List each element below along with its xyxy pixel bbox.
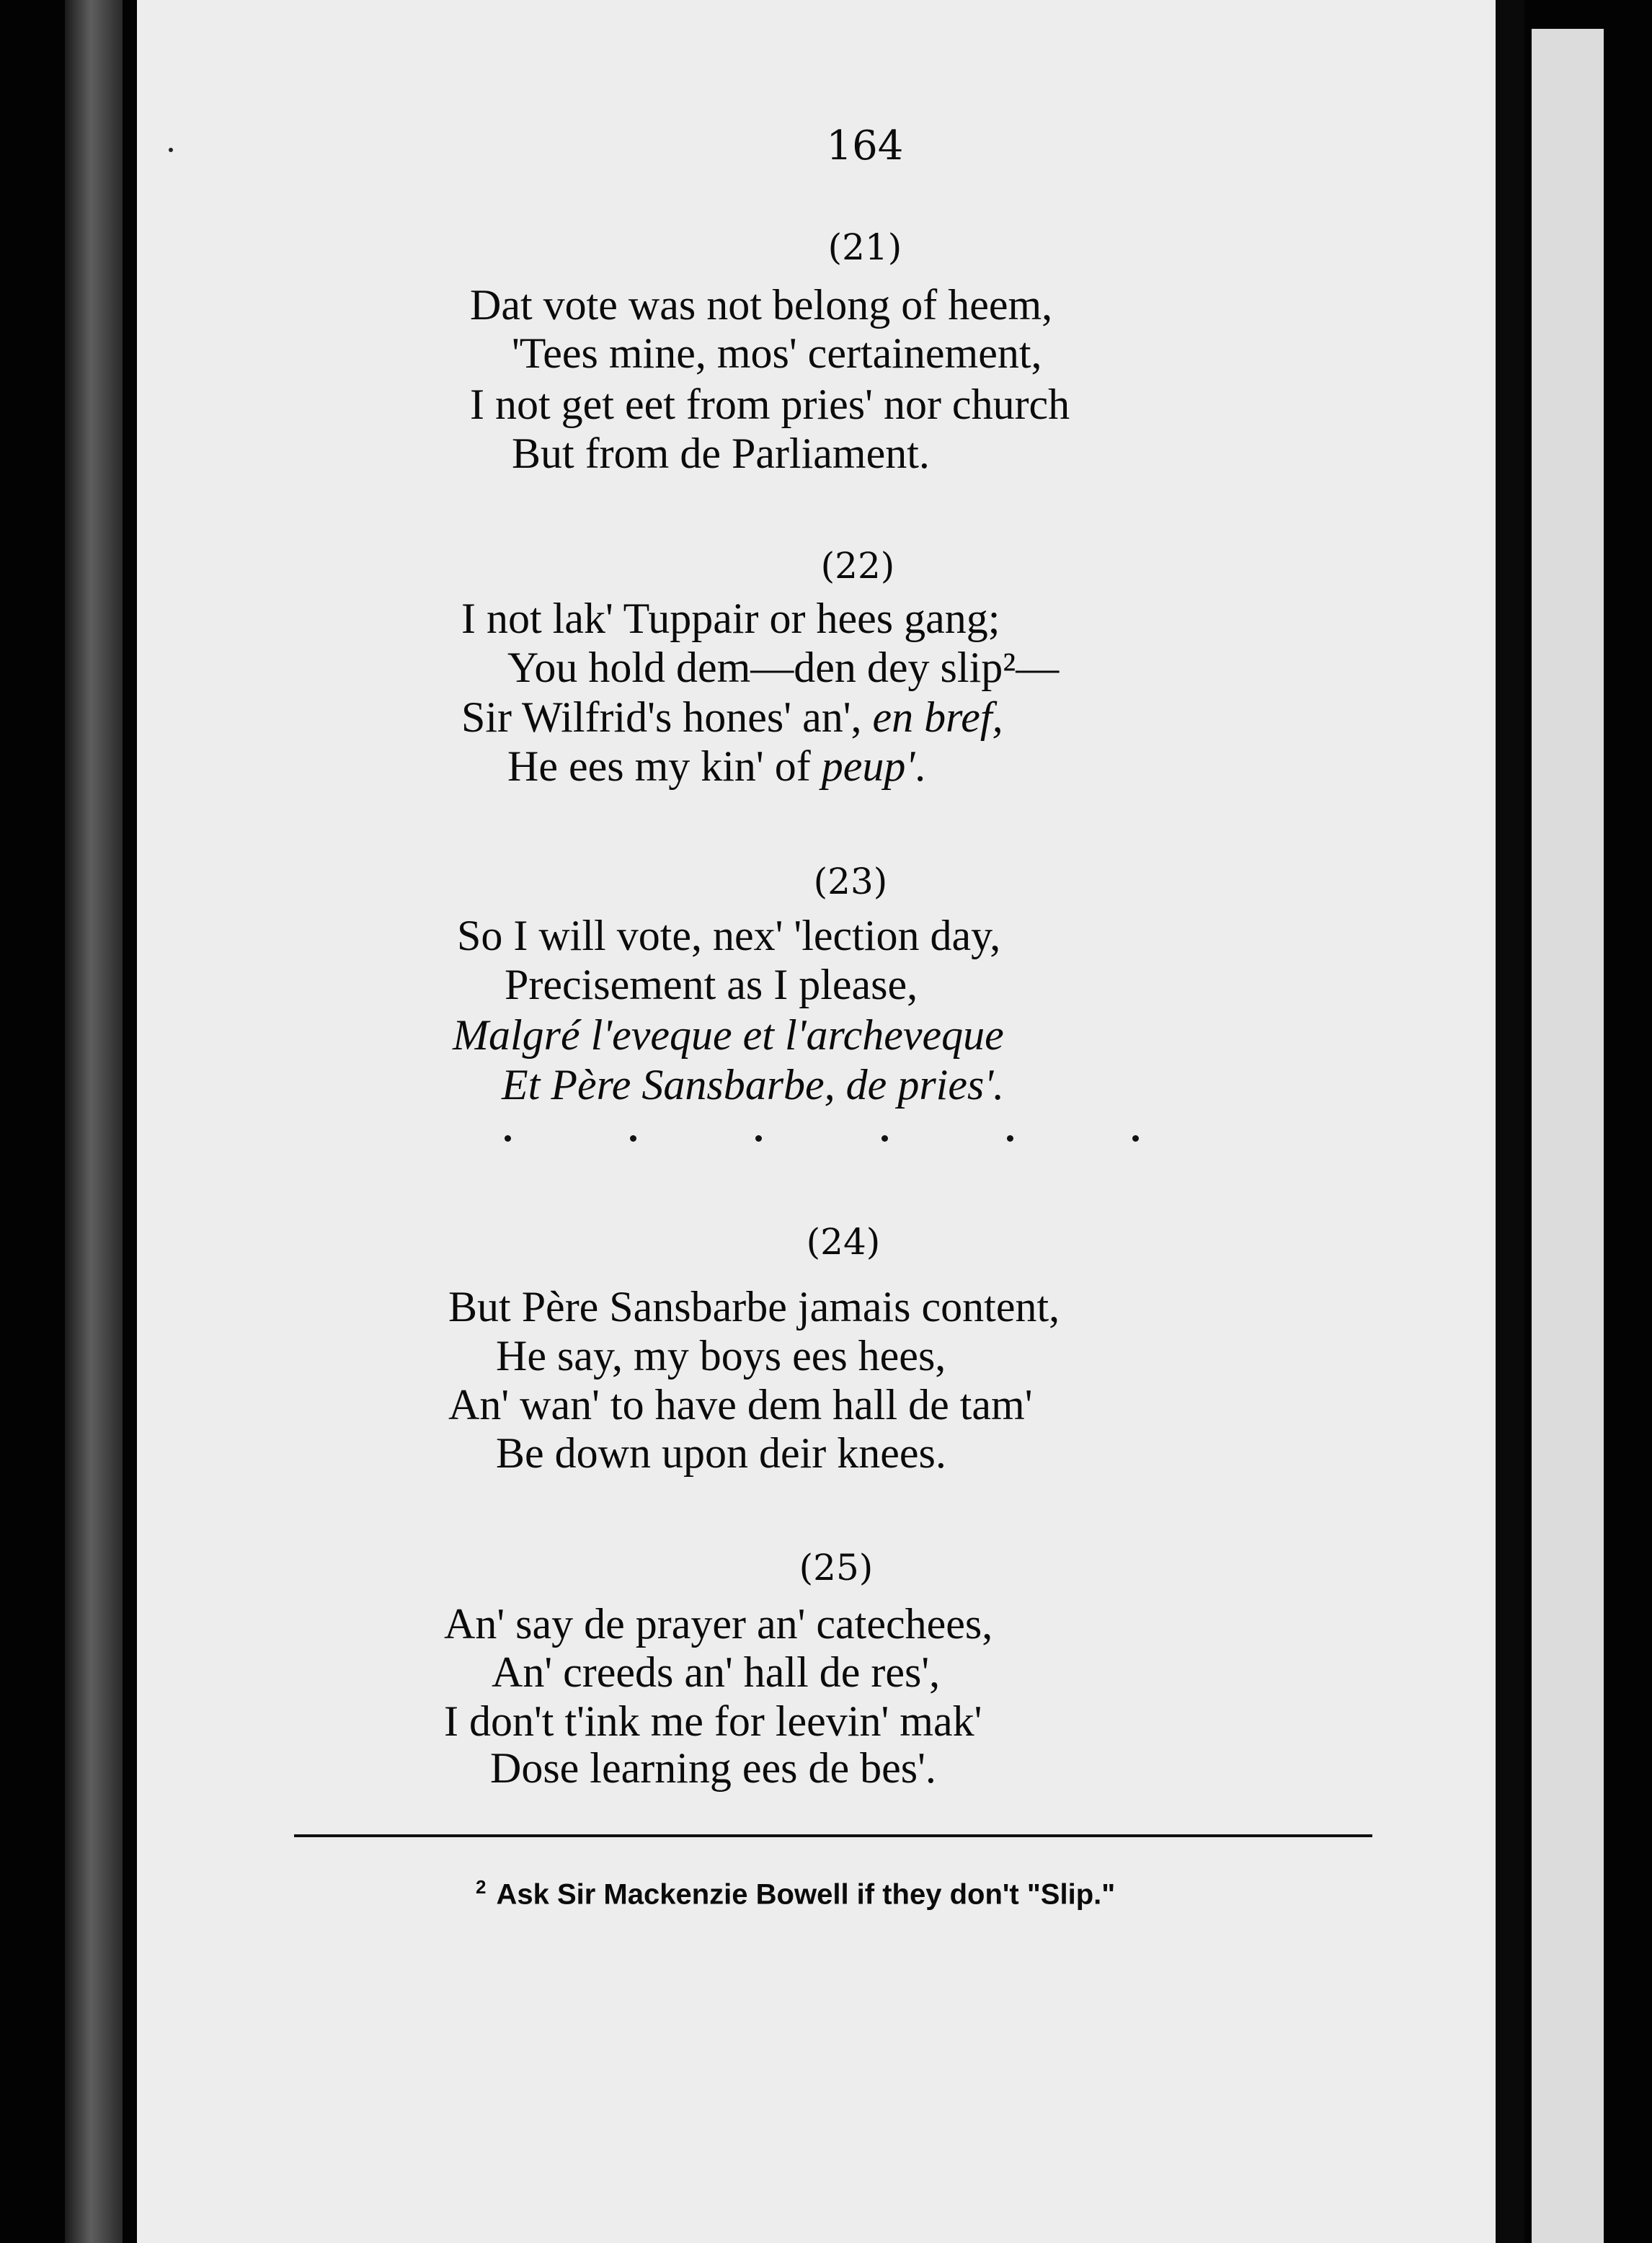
verse-line: An' creeds an' hall de res', <box>492 1648 941 1696</box>
verse-line: I don't t'ink me for leevin' mak' <box>444 1697 982 1745</box>
verse-line: Malgré l'eveque et l'archeveque <box>453 1011 1004 1059</box>
ellipsis-dots <box>505 1135 1139 1142</box>
scan-speck <box>169 148 173 152</box>
italic-phrase: en bref, <box>872 693 1003 741</box>
verse-line: An' say de prayer an' catechees, <box>444 1600 993 1648</box>
page-number: 164 <box>826 123 904 169</box>
verse-line: He say, my boys ees hees, <box>496 1332 946 1380</box>
verse-line: An' wan' to have dem hall de tam' <box>448 1381 1033 1429</box>
verse-line: I not lak' Tuppair or hees gang; <box>461 595 1000 642</box>
verse-line <box>507 742 925 791</box>
verse-line <box>461 693 1003 742</box>
footnote-rule <box>294 1834 1372 1837</box>
verse-line: I not get eet from pries' nor church <box>470 381 1070 428</box>
book-spine-edge <box>65 0 123 2243</box>
verse-line: You hold dem—den dey slip²— <box>507 644 1060 691</box>
verse-text: Sir Wilfrid's hones' an', <box>461 693 873 741</box>
footnote-marker: 2 <box>476 1876 487 1898</box>
verse-line: Dose learning ees de bes'. <box>490 1744 936 1792</box>
verse-text: He ees my kin' of <box>507 742 822 790</box>
verse-punctuation: . <box>915 742 926 790</box>
stanza-number: (21) <box>827 226 902 268</box>
next-page-strip <box>1532 29 1604 2243</box>
stanza-number: (23) <box>813 861 888 902</box>
stanza-number: (25) <box>799 1547 874 1589</box>
dot <box>755 1135 762 1142</box>
dot <box>1007 1135 1013 1142</box>
italic-phrase: peup' <box>821 742 915 790</box>
verse-line: Precisement as I please, <box>505 961 918 1008</box>
dot <box>630 1135 636 1142</box>
footnote-text: Ask Sir Mackenzie Bowell if they don't "Slip." <box>496 1878 1116 1911</box>
dot <box>1132 1135 1139 1142</box>
verse-line: Be down upon deir knees. <box>496 1429 946 1477</box>
dot <box>505 1135 511 1142</box>
footnote <box>476 1876 1115 1911</box>
verse-line: But from de Parliament. <box>512 430 930 477</box>
verse-line: 'Tees mine, mos' certainement, <box>512 329 1042 377</box>
verse-line: But Père Sansbarbe jamais content, <box>448 1283 1060 1331</box>
stanza-number: (22) <box>820 545 895 587</box>
verse-line: So I will vote, nex' 'lection day, <box>457 912 1001 959</box>
dot <box>881 1135 888 1142</box>
verse-line: Et Père Sansbarbe, de pries'. <box>502 1061 1005 1109</box>
stanza-number: (24) <box>806 1221 881 1263</box>
verse-line: Dat vote was not belong of heem, <box>470 281 1053 329</box>
page-edge-shadow <box>1496 0 1524 2243</box>
